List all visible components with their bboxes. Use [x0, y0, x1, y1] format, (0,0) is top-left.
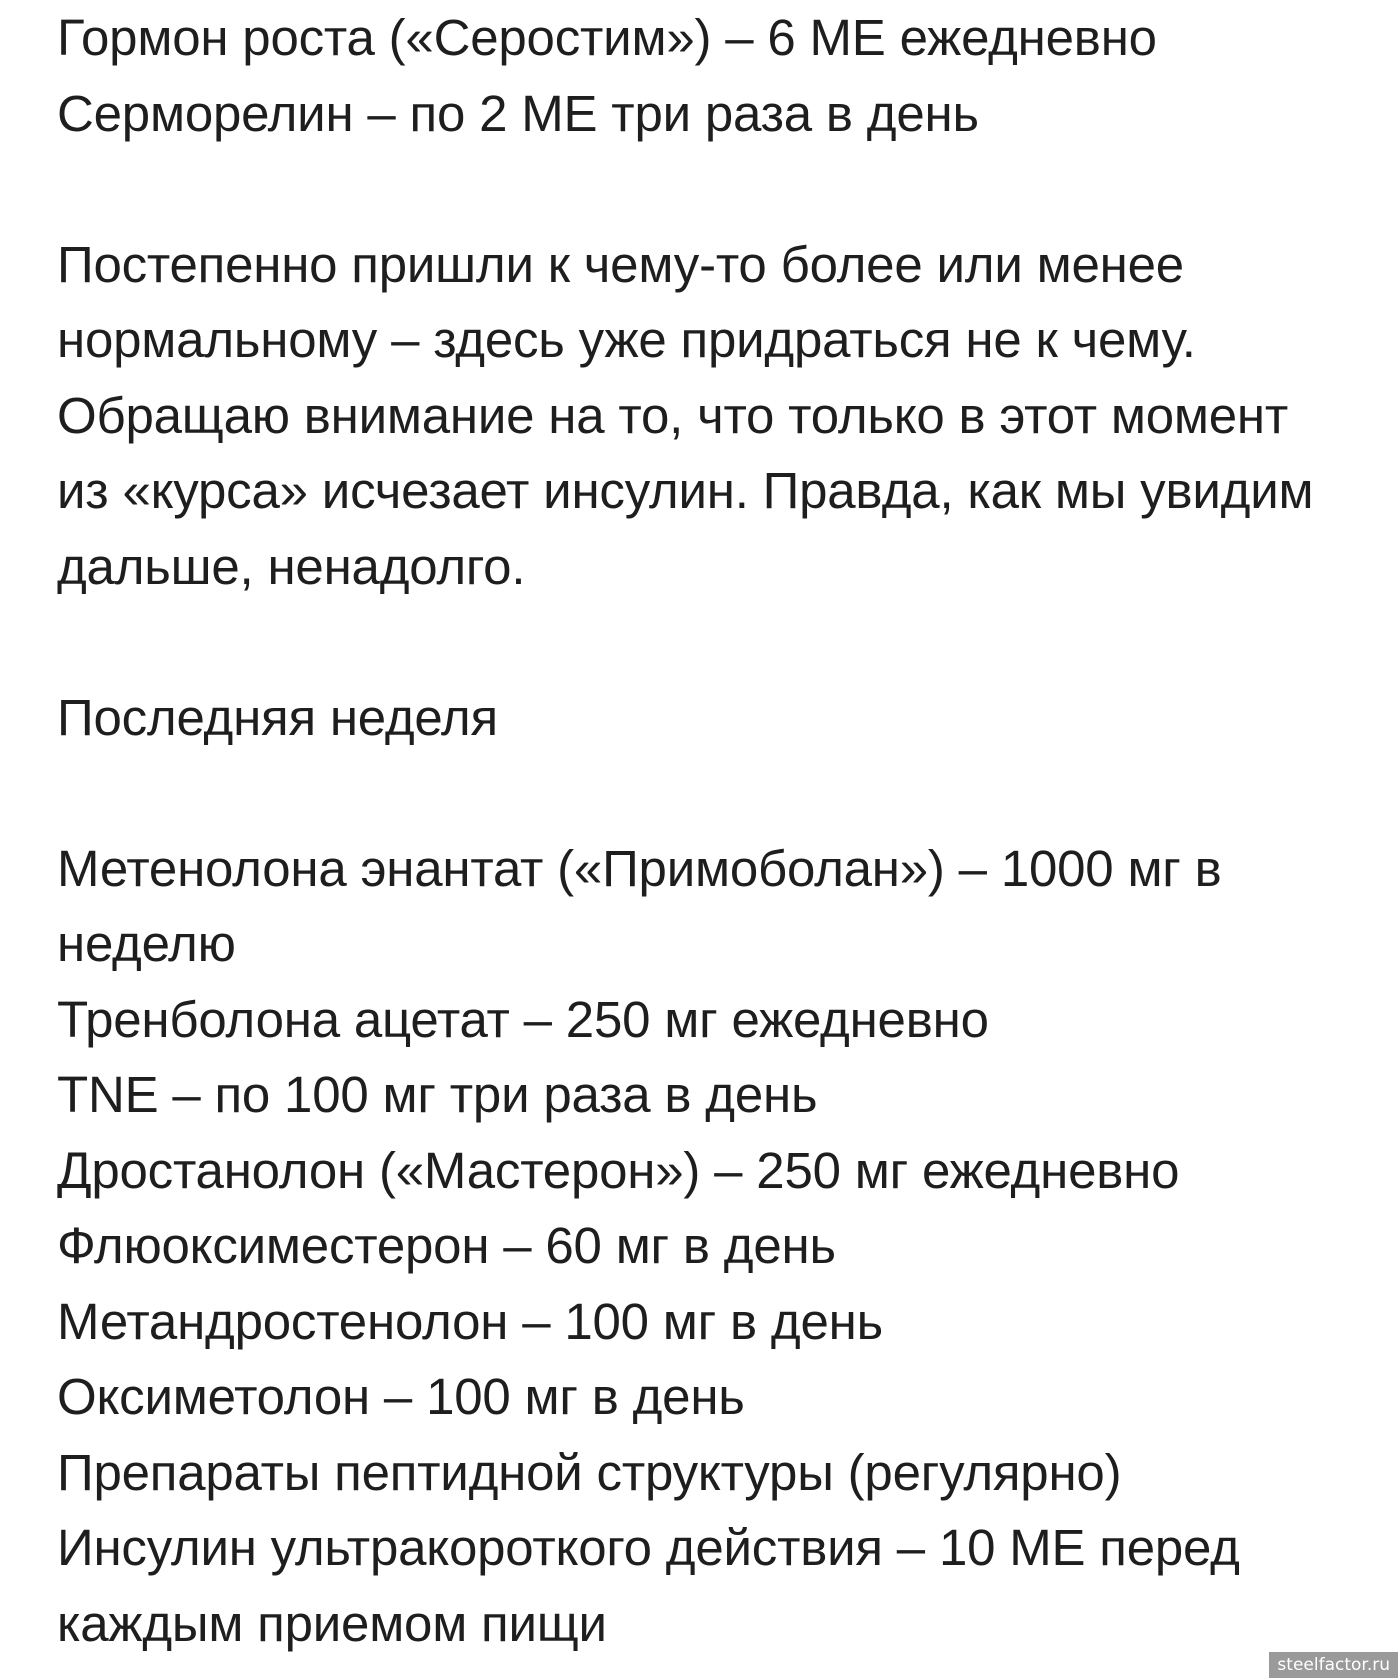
paragraph-gap: [57, 151, 1377, 227]
list-item: каждым приемом пищи: [57, 1594, 607, 1652]
list-item: Флюоксиместерон – 60 мг в день: [57, 1217, 836, 1274]
list-item: неделю: [57, 915, 236, 972]
text-line: Серморелин – по 2 МЕ три раза в день: [57, 84, 979, 142]
text-line: Гормон роста («Серостим») – 6 МЕ ежедневно: [57, 9, 1157, 66]
list-item: TNE – по 100 мг три раза в день: [57, 1066, 818, 1123]
list-item: Дростанолон («Мастерон») – 250 мг ежедневно: [57, 1141, 1180, 1199]
watermark: steelfactor.ru: [1269, 1652, 1398, 1678]
text-line: Постепенно пришли к чему-то более или менее: [57, 235, 1184, 293]
paragraph-gap: [57, 755, 1377, 831]
text-line: из «курса» исчезает инсулин. Правда, как мы увидим: [57, 462, 1314, 519]
list-item: Тренболона ацетат – 250 мг ежедневно: [57, 990, 989, 1048]
text-line: Обращаю внимание на то, что только в этот момент: [57, 386, 1289, 444]
list-item: Инсулин ультракороткого действия – 10 МЕ перед: [57, 1519, 1240, 1576]
paragraph-gap: [57, 604, 1377, 680]
article-body: [57, 0, 1377, 1661]
list-item: Метандростенолон – 100 мг в день: [57, 1292, 883, 1350]
list-item: Препараты пептидной структуры (регулярно): [57, 1443, 1122, 1501]
text-line: дальше, ненадолго.: [57, 537, 526, 595]
text-line: нормальному – здесь уже придраться не к чему.: [57, 311, 1196, 368]
list-item: Оксиметолон – 100 мг в день: [57, 1368, 745, 1425]
list-item: Метенолона энантат («Примоболан») – 1000 мг в: [57, 839, 1222, 897]
section-heading: Последняя неделя: [57, 688, 498, 746]
